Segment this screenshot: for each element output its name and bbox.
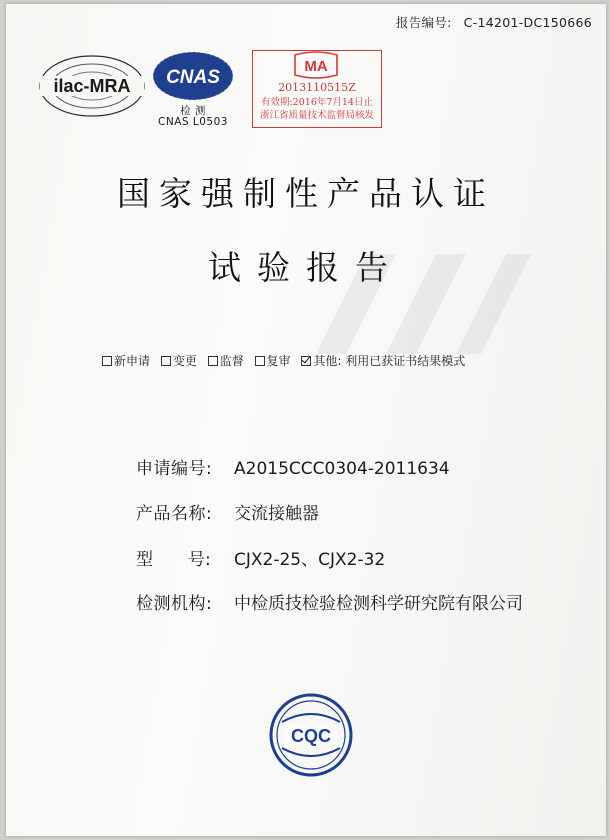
cnas-logo xyxy=(146,48,240,138)
option-change[interactable] xyxy=(161,352,197,369)
ma-validity: 有效期:2016年7月14日止 xyxy=(260,97,373,108)
cnas-caption: 检 测 xyxy=(180,105,206,117)
ilac-mra-logo xyxy=(36,46,148,132)
model-label xyxy=(136,545,228,570)
product-name-value: 交流接触器 xyxy=(234,504,319,524)
checkbox-other[interactable] xyxy=(301,356,311,366)
option-label: 复审 xyxy=(266,354,291,368)
report-number-value: C-14201-DC150666 xyxy=(463,15,592,30)
cma-stamp xyxy=(252,50,382,128)
cqc-logo xyxy=(268,692,354,778)
checkbox-new-application[interactable] xyxy=(102,356,112,366)
model-label-part: 型 xyxy=(136,550,153,570)
product-name-label: 产品名称: xyxy=(136,504,213,524)
cnas-text: CNAS xyxy=(166,67,220,88)
ma-issuer: 浙江省质量技术监督局核发 xyxy=(259,110,374,121)
testing-lab-row xyxy=(136,589,523,614)
sub-title: 试验报告 xyxy=(208,248,404,287)
model-label-part: 号: xyxy=(188,550,211,570)
report-cover-page xyxy=(6,4,606,836)
option-label: 新申请 xyxy=(114,354,151,368)
application-number-value: A2015CCC0304-2011634 xyxy=(234,459,450,479)
main-title: 国家强制性产品认证 xyxy=(117,174,495,213)
watermark-graphic xyxy=(306,244,536,364)
testing-lab-label: 检测机构: xyxy=(136,594,213,614)
application-number-label: 申请编号: xyxy=(136,459,213,479)
checkbox-change[interactable] xyxy=(161,356,171,366)
product-name-row xyxy=(136,499,319,524)
model-row xyxy=(136,545,385,570)
cnas-number: CNAS L0503 xyxy=(158,116,228,128)
option-review[interactable] xyxy=(255,352,291,369)
testing-lab-value: 中检质技检验检测科学研究院有限公司 xyxy=(234,594,523,614)
application-type-options xyxy=(102,352,472,369)
option-label: 变更 xyxy=(172,354,197,368)
cqc-text: CQC xyxy=(291,726,331,746)
checkbox-review[interactable] xyxy=(255,356,265,366)
ma-text: MA xyxy=(304,58,328,75)
option-label: 监督 xyxy=(219,354,244,368)
report-number xyxy=(396,13,592,31)
ilac-text: ilac-MRA xyxy=(53,76,131,96)
model-value: CJX2-25、CJX2-32 xyxy=(234,550,386,570)
ma-cert-number: 2013110515Z xyxy=(278,81,356,94)
checkbox-supervision[interactable] xyxy=(208,356,218,366)
option-label: 其他: 利用已获证书结果模式 xyxy=(313,354,466,368)
application-number-row xyxy=(136,454,450,479)
option-supervision[interactable] xyxy=(208,352,244,369)
report-number-label: 报告编号: xyxy=(395,15,452,30)
option-new-application[interactable] xyxy=(102,352,150,369)
option-other[interactable] xyxy=(301,352,465,369)
